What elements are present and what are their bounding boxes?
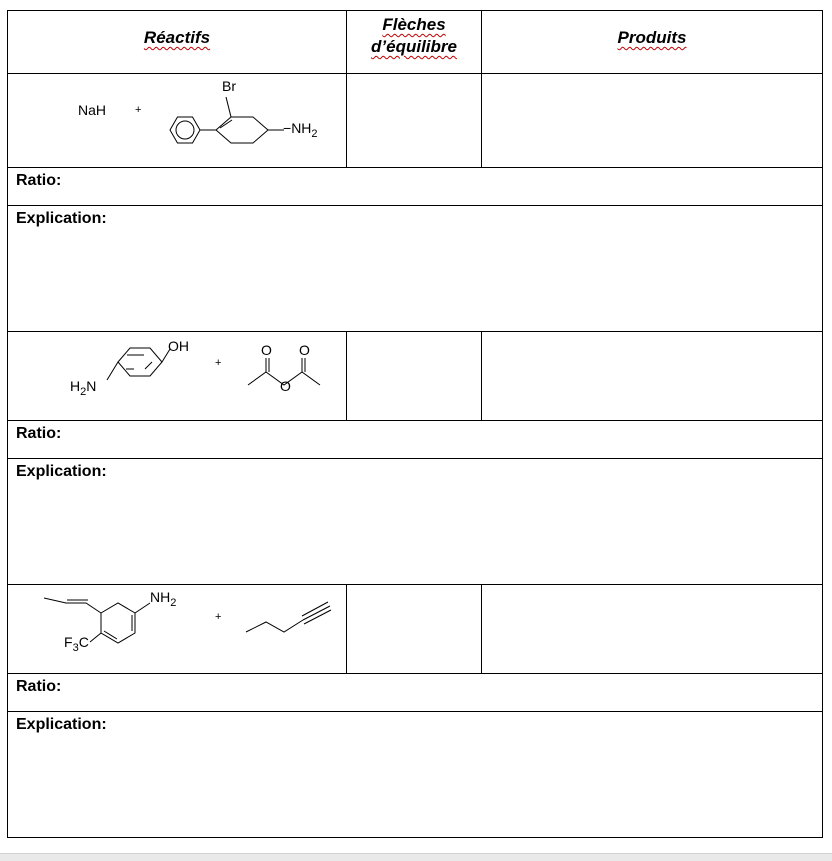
plus-sign-2: + (215, 357, 222, 369)
reagent-nah: NaH (78, 102, 107, 118)
explication-label-2: Explication: (16, 463, 107, 480)
table-grid (7, 10, 823, 838)
molecule-bromo-phenyl-cyclohexenylamine (170, 117, 216, 143)
label-oh: OH (168, 338, 189, 354)
ratio-label-1: Ratio: (16, 172, 62, 189)
label-o-top-1: O (261, 342, 272, 358)
label-o-top-2: O (299, 342, 310, 358)
ratio-label-2: Ratio: (16, 425, 62, 442)
label-h2n: $H_2N$ (70, 378, 97, 398)
plus-sign-3: + (215, 611, 222, 623)
label-br: Br (222, 78, 236, 94)
molecule-aminophenol (107, 348, 170, 380)
ratio-label-3: Ratio: (16, 678, 62, 695)
label-nh2-1: $-NH_2$ (283, 120, 318, 140)
header-reactifs: Réactifs (143, 28, 211, 47)
explication-label-3: Explication: (16, 716, 107, 733)
cyclohexene-ring (216, 97, 284, 143)
header-fleches-line2: d’équilibre (371, 37, 457, 56)
molecule-pentyne (246, 602, 331, 632)
plus-sign-1: + (135, 104, 142, 116)
molecule-propenyl-trifluoromethyl-aniline (44, 598, 150, 643)
aminophenol-ring-bonds (126, 355, 152, 369)
label-o-mid: O (280, 378, 291, 394)
label-nh2-3: $NH_2$ (150, 589, 177, 609)
header-produits: Produits (617, 28, 687, 47)
label-f3c: $F_3C$ (64, 634, 89, 654)
explication-label-1: Explication: (16, 210, 107, 227)
header-fleches-line1: Flèches (382, 15, 446, 34)
